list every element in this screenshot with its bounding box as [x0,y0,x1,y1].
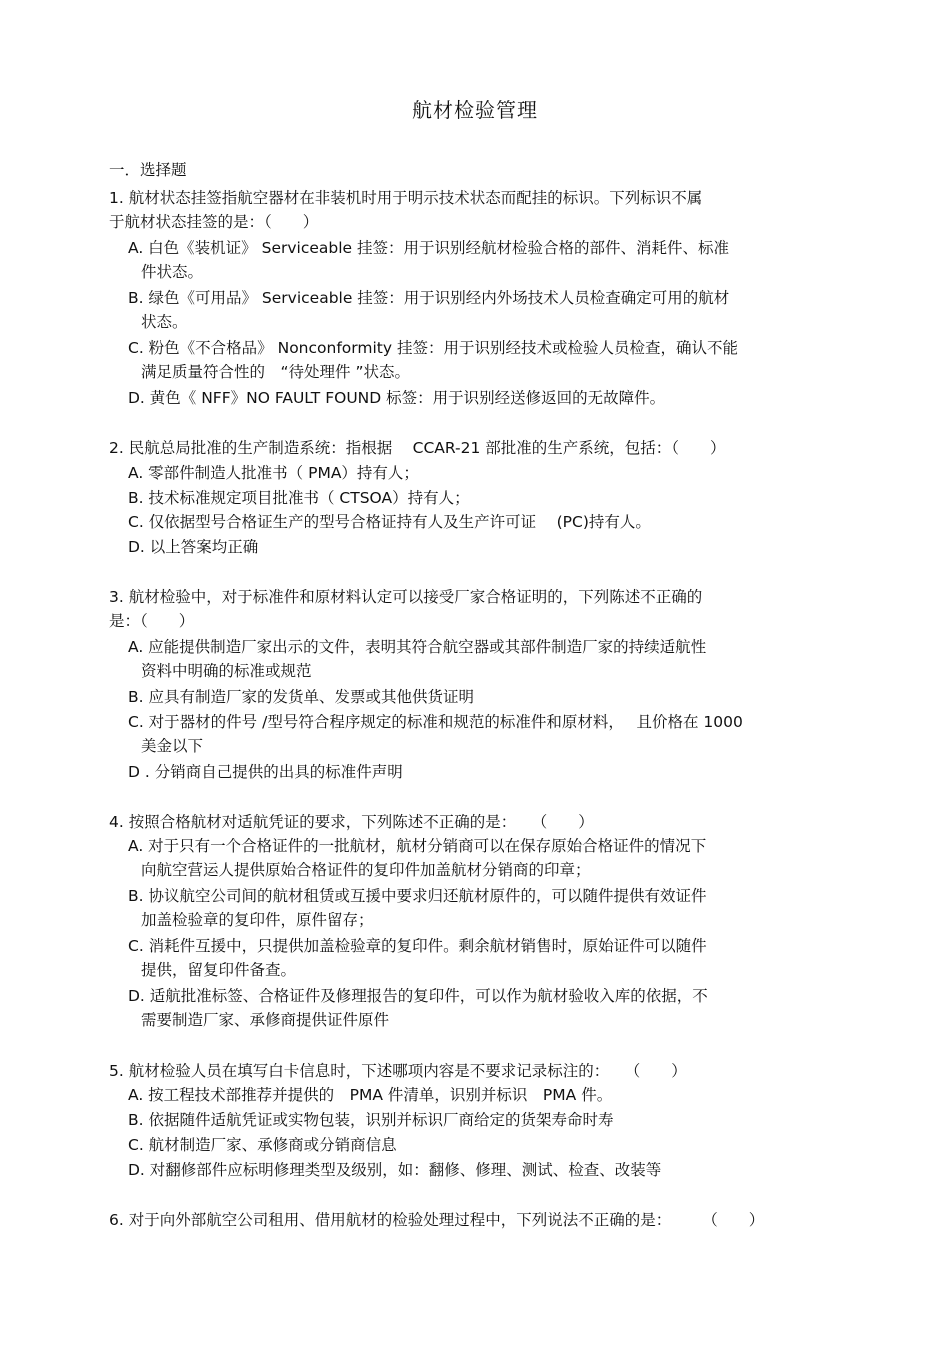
question-4-stem: 4. 按照合格航材对适航凭证的要求，下列陈述不正确的是： （ ） [109,813,594,831]
question-1-stem: 于航材状态挂签的是：（ ） [109,213,319,231]
question-3-option-d: D . 分销商自己提供的出具的标准件声明 [128,763,403,781]
question-4-option-a: 向航空营运人提供原始合格证件的复印件加盖航材分销商的印章； [141,861,591,879]
question-1-option-c: 满足质量符合性的 “待处理件 ”状态。 [141,363,410,381]
question-3-option-a: A. 应能提供制造厂家出示的文件，表明其符合航空器或其部件制造厂家的持续适航性 [128,638,707,656]
question-3-option-b: B. 应具有制造厂家的发货单、发票或其他供货证明 [128,688,474,706]
question-1-stem: 1. 航材状态挂签指航空器材在非装机时用于明示技术状态而配挂的标识。下列标识不属 [109,189,703,207]
question-4-option-d: D. 适航批准标签、合格证件及修理报告的复印件，可以作为航材验收入库的依据，不 [128,987,708,1005]
question-5-option-c: C. 航材制造厂家、承修商或分销商信息 [128,1136,397,1154]
question-1-option-d: D. 黄色《 NFF》NO FAULT FOUND 标签：用于识别经送修返回的无故障件。 [128,389,666,407]
question-5-option-b: B. 依据随件适航凭证或实物包装，识别并标识厂商给定的货架寿命时寿 [128,1111,614,1129]
question-4-option-c: C. 消耗件互援中，只提供加盖检验章的复印件。剩余航材销售时，原始证件可以随件 [128,937,707,955]
question-3-option-a: 资料中明确的标准或规范 [141,662,312,680]
question-1-option-b: 状态。 [141,313,188,331]
section-heading: 一．选择题 [109,161,187,179]
question-5-stem: 5. 航材检验人员在填写白卡信息时，下述哪项内容是不要求记录标注的： （ ） [109,1062,687,1080]
question-3-stem: 3. 航材检验中，对于标准件和原材料认定可以接受厂家合格证明的，下列陈述不正确的 [109,588,703,606]
question-2-option-a: A. 零部件制造人批准书（ PMA）持有人； [128,464,419,482]
question-1-option-a: A. 白色《装机证》 Serviceable 挂签：用于识别经航材检验合格的部件、消耗件、标准 [128,239,730,257]
question-2-option-b: B. 技术标准规定项目批准书（ CTSOA）持有人； [128,489,470,507]
question-1-option-b: B. 绿色《可用品》 Serviceable 挂签：用于识别经内外场技术人员检查确定可用的航材 [128,289,730,307]
question-4-option-a: A. 对于只有一个合格证件的一批航材，航材分销商可以在保存原始合格证件的情况下 [128,837,707,855]
question-4-option-b: B. 协议航空公司间的航材租赁或互援中要求归还航材原件的，可以随件提供有效证件 [128,887,707,905]
question-1-option-a: 件状态。 [141,263,204,281]
question-1-option-c: C. 粉色《不合格品》 Nonconformity 挂签：用于识别经技术或检验人员检查，确认不能 [128,339,738,357]
question-5-option-a: A. 按工程技术部推荐并提供的 PMA 件清单，识别并标识 PMA 件。 [128,1086,613,1104]
question-5-option-d: D. 对翻修部件应标明修理类型及级别，如：翻修、修理、测试、检查、改装等 [128,1161,662,1179]
question-3-stem: 是：（ ） [109,612,195,630]
question-4-option-b: 加盖检验章的复印件，原件留存； [141,911,374,929]
question-3-option-c: C. 对于器材的件号 /型号符合程序规定的标准和规范的标准件和原材料， 且价格在 1000 [128,713,743,731]
page-title: 航材检验管理 [412,98,538,122]
question-2-option-c: C. 仅依据型号合格证生产的型号合格证持有人及生产许可证 (PC)持有人。 [128,513,651,531]
question-2-option-d: D. 以上答案均正确 [128,538,259,556]
question-4-option-d: 需要制造厂家、承修商提供证件原件 [141,1011,390,1029]
question-2-stem: 2. 民航总局批准的生产制造系统：指根据 CCAR-21 部批准的生产系统，包括：（ ） [109,439,726,457]
question-3-option-c: 美金以下 [141,737,204,755]
question-4-option-c: 提供，留复印件备查。 [141,961,297,979]
question-6-stem: 6. 对于向外部航空公司租用、借用航材的检验处理过程中，下列说法不正确的是： （ ） [109,1211,765,1229]
